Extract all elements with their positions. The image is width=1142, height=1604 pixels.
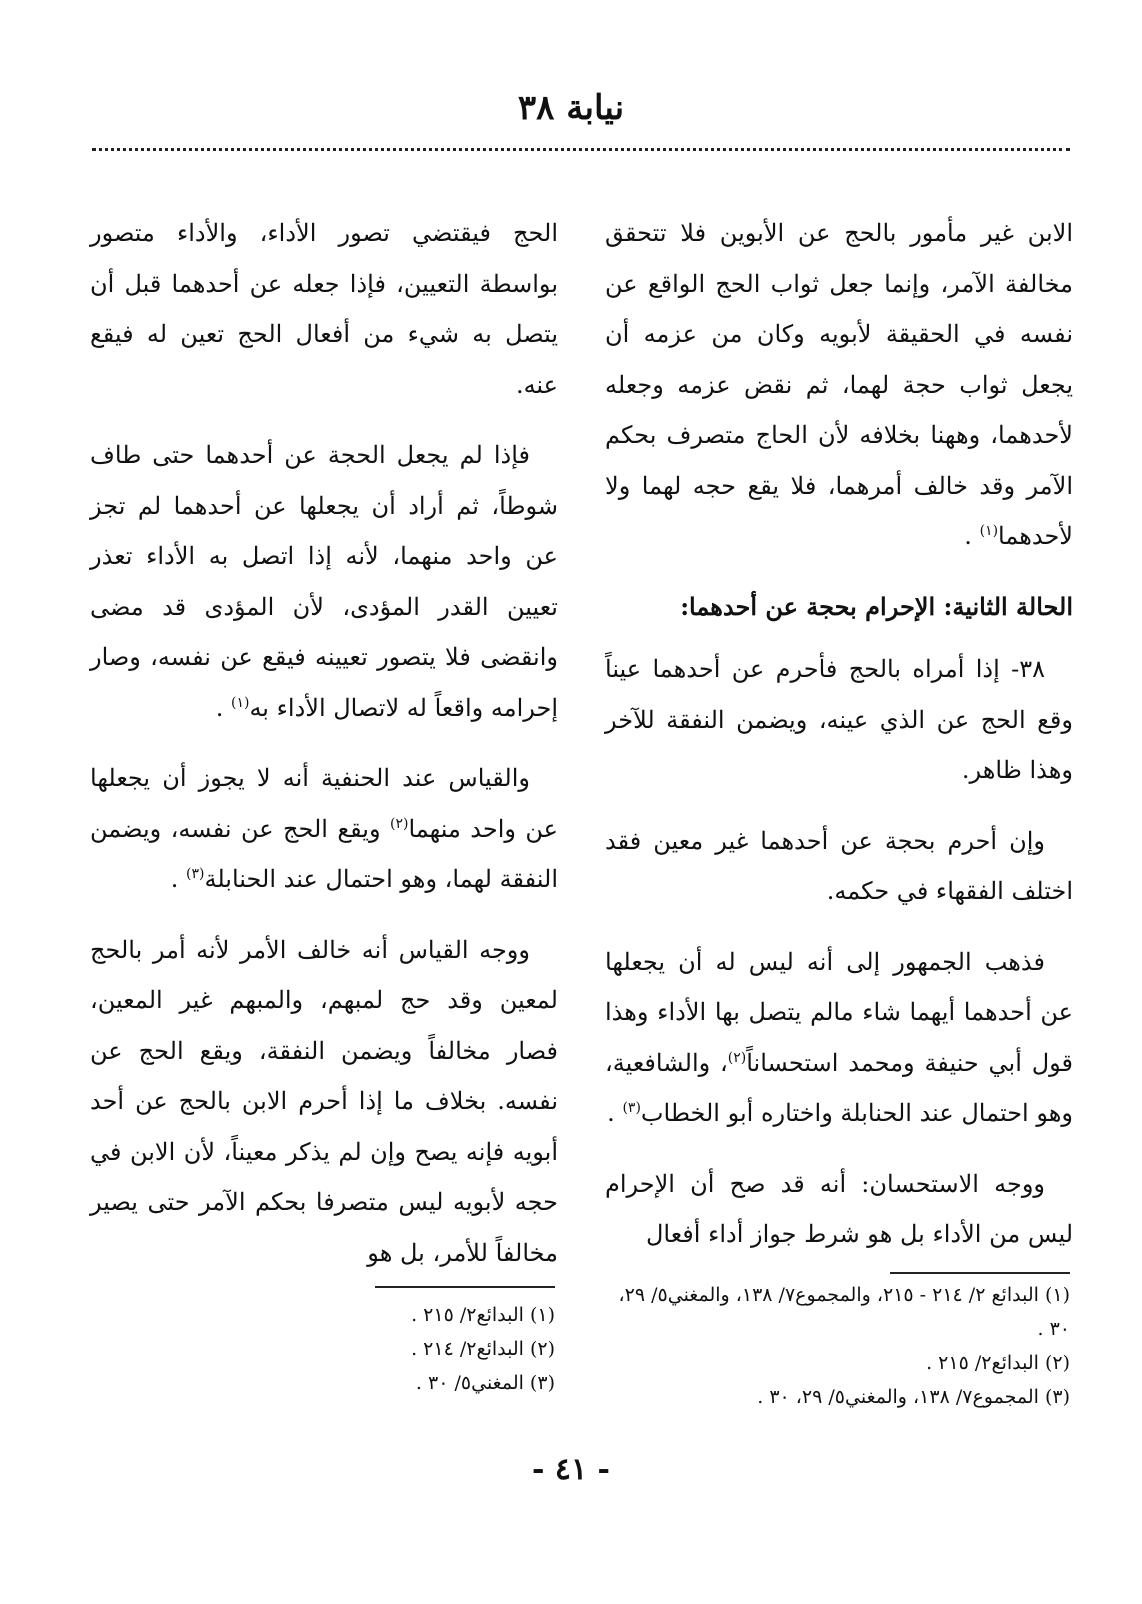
paragraph: ووجه القياس أنه خالف الأمر لأنه أمر بالحج لمعين وقد حج لمبهم، والمبهم غير المعين، فصار مخالفاً ويضمن النفقة، ويقع الحج عن نفسه. بخلاف ما إذا أحرم الابن بالحج عن أحد أبويه فإنه يصح وإن لم يذكر معيناً، لأن الابن في حجه لأبويه ليس متصرفا بحكم الآمر حتى يصير مخالفاً للأمر، بل هو [90,935,558,1267]
paragraph-text: ، والشافعية، وهو احتمال عند الحنابلة واختاره أبو الخطاب [605,1048,1073,1127]
footnote: (٢) البدائع٢/ ٢١٤ . [411,1338,555,1360]
paragraph [605,208,1073,562]
paragraph [605,937,1073,1139]
page-number: - ٤١ - [531,1452,611,1487]
paragraph-end: . [607,1099,623,1127]
footnote-ref: (١) [979,523,999,539]
paragraph-text: فإذا لم يجعل الحجة عن أحدهما حتى طاف شوطاً، ثم أراد أن يجعلها عن أحدهما لم تجز عن واحد منهما، لأنه إذا اتصل به الأداء تعذر تعيين القدر المؤدى، لأن المؤدى قد مضى وانقضى فلا يتصور تعيينه فيقع عن نفسه، وصار إحرامه واقعاً له لاتصال الأداء به [90,441,558,722]
left-text-column [90,208,558,1298]
footnote-divider [375,1286,555,1288]
paragraph-end: . [170,865,186,893]
footnotes-left [85,1298,555,1400]
footnote: (١) البدائع ٢/ ٢١٤ - ٢١٥، والمجموع٧/ ١٣٨، والمغني٥/ ٢٩، ٣٠ . [618,1284,1070,1340]
paragraph-end: . [964,522,980,550]
page-title: نيابة ٣٨ [517,88,625,128]
footnote-ref: (٢) [390,815,409,832]
paragraph [90,430,558,733]
footnotes-right [600,1278,1070,1414]
paragraph-text: ويقع الحج عن نفسه، ويضمن النفقة لهما، وهو احتمال عند الحنابلة [90,814,558,893]
paragraph: الحج فيقتضي تصور الأداء، والأداء متصور بواسطة التعيين، فإذا جعله عن أحدهما قبل أن يتصل به شيء من أفعال الحج تعين له فيقع عنه. [90,219,558,399]
footnote-ref: (٢) [727,1049,747,1066]
paragraph: ٣٨- إذا أمراه بالحج فأحرم عن أحدهما عيناً وقع الحج عن الذي عينه، ويضمن النفقة للآخر وهذا ظاهر. [605,655,1073,784]
paragraph: ووجه الاستحسان: أنه قد صح أن الإحرام ليس من الأداء بل هو شرط جواز أداء أفعال [605,1169,1073,1248]
right-text-column [605,208,1073,1280]
section-heading: الحالة الثانية: الإحرام بحجة عن أحدهما: [680,591,1073,621]
footnote: (١) البدائع٢/ ٢١٥ . [411,1304,555,1326]
footnote: (٣) المغني٥/ ٣٠ . [415,1372,555,1394]
paragraph [90,753,558,905]
paragraph-end: . [215,693,231,722]
footnote-divider [890,1272,1070,1274]
footnote: (٢) البدائع٢/ ٢١٥ . [926,1352,1070,1374]
footnote-ref: (١) [230,694,250,711]
paragraph: وإن أحرم بحجة عن أحدهما غير معين فقد اختلف الفقهاء في حكمه. [605,826,1073,905]
header-dotted-divider [92,148,1070,151]
paragraph-text: الابن غير مأمور بالحج عن الأبوين فلا تتحقق مخالفة الآمر، وإنما جعل ثواب الحج الواقع عن نفسه في الحقيقة لأبويه وكان من عزمه أن يجعل ثواب حجة لهما، ثم نقض عزمه وجعله لأحدهما، وههنا بخلافه لأن الحاج متصرف بحكم الآمر وقد خالف أمرهما، فلا يقع حجه لهما ولا لأحدهما [605,219,1073,550]
footnote: (٣) المجموع٧/ ١٣٨، والمغني٥/ ٢٩، ٣٠ . [757,1386,1070,1408]
footnote-ref: (٣) [622,1100,641,1116]
paragraph-text: والقياس عند الحنفية أنه لا يجوز أن يجعلها عن واحد منهما [90,764,558,843]
footnote-ref: (٣) [186,866,205,882]
paragraph-text: فذهب الجمهور إلى أنه ليس له أن يجعلها عن أحدهما أيهما شاء مالم يتصل بها الأداء وهذا قول أبي حنيفة ومحمد استحساناً [605,947,1074,1077]
